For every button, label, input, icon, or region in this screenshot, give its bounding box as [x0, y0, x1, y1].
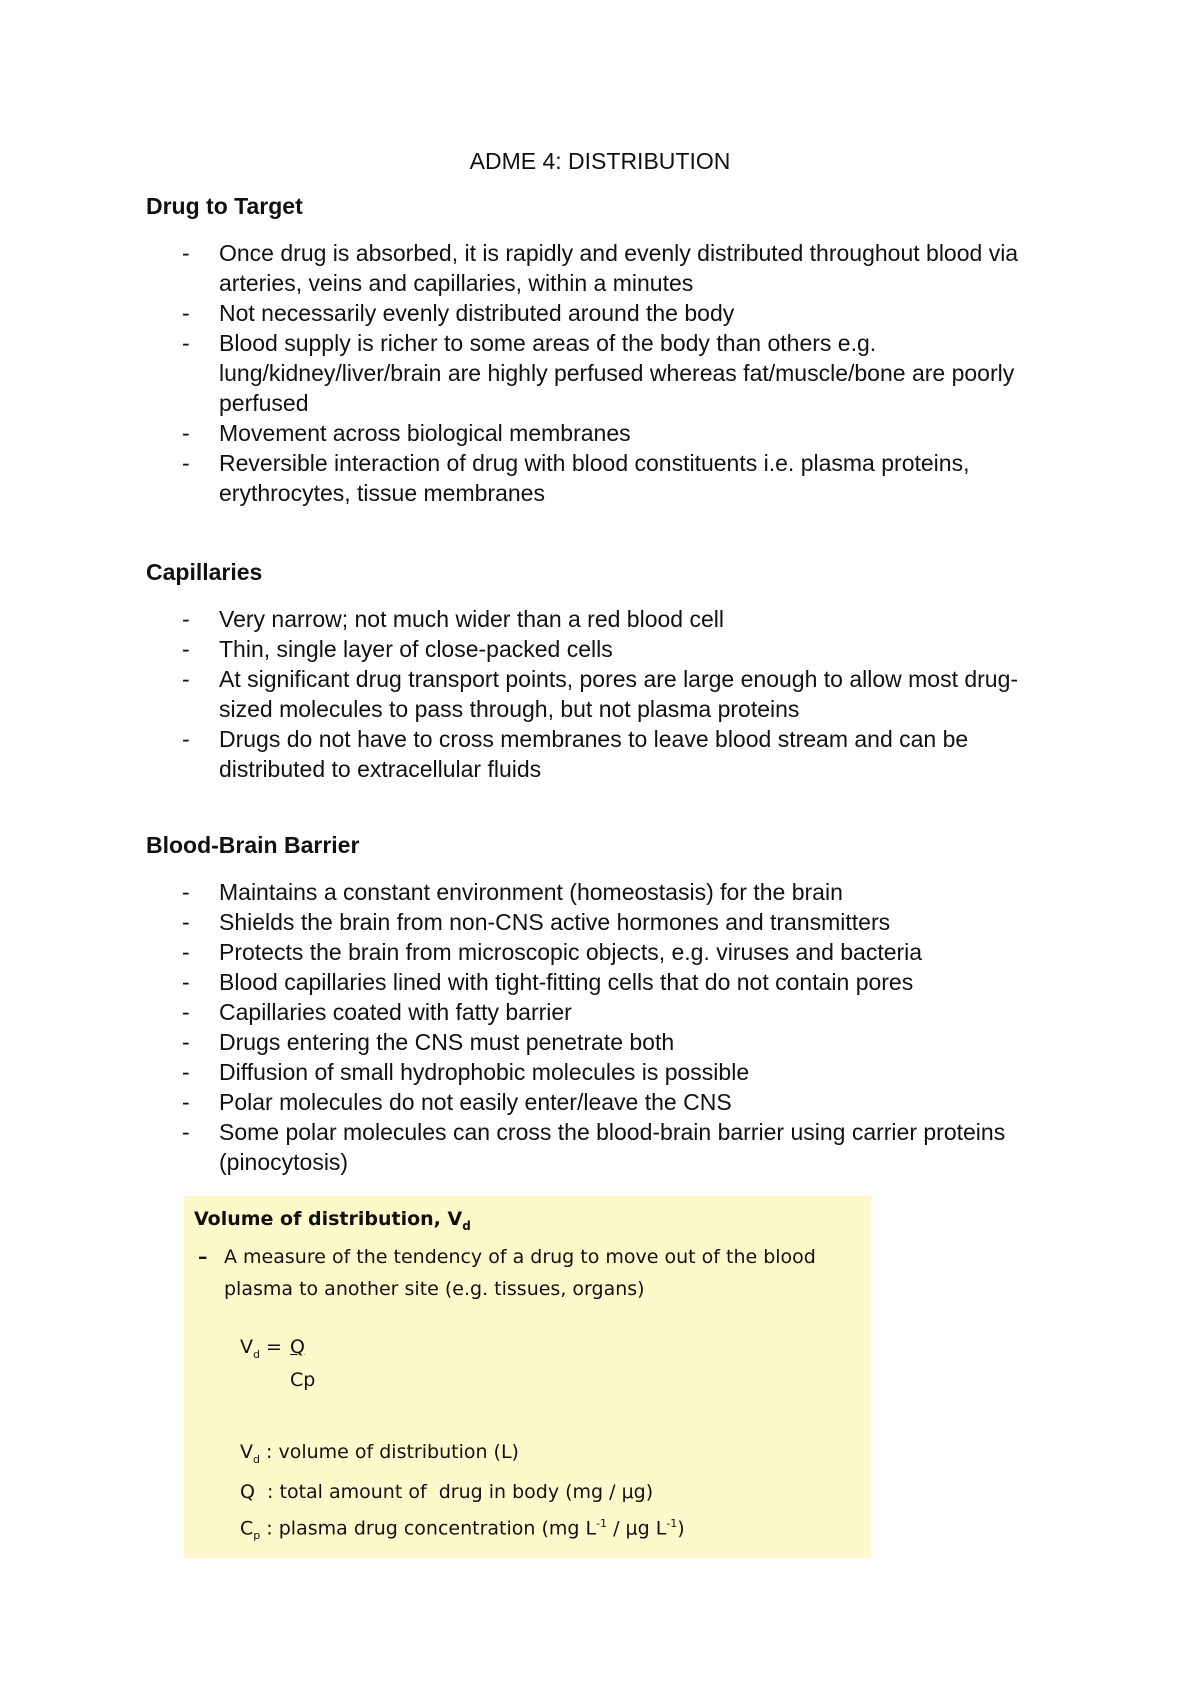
formula-numerator: Q: [290, 1336, 305, 1358]
section-blood-brain-barrier: [146, 830, 1066, 1177]
bullet-item: [146, 877, 1066, 907]
bullet-item: [146, 664, 1066, 724]
bullet-text: Blood capillaries lined with tight-fitting cells that do not contain pores: [219, 969, 914, 995]
bullet-item: [146, 937, 1066, 967]
bullet-item: [146, 298, 1066, 328]
def-symbol: C: [240, 1517, 254, 1540]
def-symbol: Q: [240, 1480, 255, 1503]
dash-marker: -: [182, 909, 190, 935]
bullet-item: [146, 328, 1066, 418]
dash-marker: -: [182, 726, 190, 752]
bullet-item: [146, 1087, 1066, 1117]
bullet-item: [146, 634, 1066, 664]
bullet-text: At significant drug transport points, pores are large enough to allow most drug-sized molecules to pass through, but not plasma proteins: [219, 666, 1019, 722]
bullet-item: [146, 907, 1066, 937]
bullet-list: [146, 238, 1066, 508]
dash-marker: -: [182, 450, 190, 476]
def-symbol: V: [240, 1441, 253, 1463]
definition-q: [240, 1476, 685, 1508]
dash-marker: -: [182, 606, 190, 632]
dash-marker: -: [182, 939, 190, 965]
bullet-item: [146, 1057, 1066, 1087]
bullet-text: Blood supply is richer to some areas of the body than others e.g. lung/kidney/liver/brain are highly perfused whereas fat/muscle/bone are poorly perfused: [219, 330, 1015, 416]
formula-equals: =: [259, 1336, 282, 1358]
formula-lhs: [240, 1336, 282, 1361]
volume-of-distribution-callout: [184, 1196, 871, 1558]
section-heading: Blood-Brain Barrier: [146, 832, 360, 858]
formula-definitions: [240, 1436, 685, 1552]
bullet-text: Once drug is absorbed, it is rapidly and evenly distributed throughout blood via arteries, veins and capillaries, within a minutes: [219, 240, 1019, 296]
dash-marker: -: [182, 1059, 190, 1085]
bullet-item: [146, 1027, 1066, 1057]
section-heading: Capillaries: [146, 559, 263, 585]
definition-cp: [240, 1508, 685, 1552]
callout-title-subscript: d: [462, 1218, 471, 1233]
callout-bullet-text: A measure of the tendency of a drug to move out of the blood plasma to another site (e.g. tissues, organs): [224, 1246, 816, 1300]
dash-marker: -: [182, 330, 190, 356]
callout-dash-marker: –: [198, 1246, 208, 1268]
bullet-list: [146, 604, 1066, 784]
formula-denominator: Cp: [290, 1369, 316, 1391]
formula-lhs-symbol: V: [240, 1336, 253, 1358]
bullet-text: Shields the brain from non-CNS active hormones and transmitters: [219, 909, 891, 935]
bullet-text: Maintains a constant environment (homeostasis) for the brain: [219, 879, 843, 905]
dash-marker: -: [182, 1119, 190, 1145]
formula-lhs-subscript: d: [253, 1347, 260, 1361]
bullet-item: [146, 967, 1066, 997]
bullet-item: [146, 418, 1066, 448]
dash-marker: -: [182, 969, 190, 995]
page-title: ADME 4: DISTRIBUTION: [469, 148, 731, 174]
dash-marker: -: [182, 1029, 190, 1055]
vd-formula: [240, 1336, 440, 1406]
bullet-text: Drugs do not have to cross membranes to leave blood stream and can be distributed to extracellular fluids: [219, 726, 969, 782]
bullet-text: Polar molecules do not easily enter/leave the CNS: [219, 1089, 732, 1115]
def-subscript: d: [253, 1452, 260, 1466]
callout-title-text: Volume of distribution, V: [194, 1208, 463, 1230]
def-text: : total amount of drug in body (mg / μg): [254, 1480, 654, 1503]
dash-marker: -: [182, 420, 190, 446]
bullet-text: Reversible interaction of drug with blood constituents i.e. plasma proteins, erythrocytes, tissue membranes: [219, 450, 970, 506]
def-text: / μg L: [607, 1517, 667, 1540]
dash-marker: -: [182, 240, 190, 266]
dash-marker: -: [182, 879, 190, 905]
bullet-text: Thin, single layer of close-packed cells: [219, 636, 613, 662]
def-text: : plasma drug concentration (mg L: [260, 1517, 597, 1540]
bullet-list: [146, 877, 1066, 1177]
dash-marker: -: [182, 666, 190, 692]
bullet-text: Some polar molecules can cross the blood-brain barrier using carrier proteins (pinocytosis): [219, 1119, 1006, 1175]
bullet-item: [146, 1117, 1066, 1177]
bullet-item: [146, 724, 1066, 784]
dash-marker: -: [182, 999, 190, 1025]
callout-bullet: [198, 1241, 858, 1305]
dash-marker: -: [182, 300, 190, 326]
bullet-text: Not necessarily evenly distributed around the body: [219, 300, 735, 326]
bullet-text: Very narrow; not much wider than a red blood cell: [219, 606, 724, 632]
dash-marker: -: [182, 636, 190, 662]
def-subscript: p: [253, 1528, 261, 1542]
bullet-text: Protects the brain from microscopic objects, e.g. viruses and bacteria: [219, 939, 923, 965]
dash-marker: -: [182, 1089, 190, 1115]
def-text: : volume of distribution (L): [259, 1441, 519, 1463]
callout-title: [194, 1208, 471, 1233]
bullet-item: [146, 238, 1066, 298]
bullet-text: Movement across biological membranes: [219, 420, 631, 446]
definition-vd: [240, 1436, 685, 1476]
section-drug-to-target: [146, 191, 1066, 508]
def-superscript: -1: [666, 1516, 678, 1530]
def-text: ): [677, 1517, 685, 1540]
bullet-text: Drugs entering the CNS must penetrate both: [219, 1029, 675, 1055]
def-superscript: -1: [596, 1516, 608, 1530]
section-heading: Drug to Target: [146, 193, 303, 219]
bullet-text: Diffusion of small hydrophobic molecules is possible: [219, 1059, 750, 1085]
bullet-text: Capillaries coated with fatty barrier: [219, 999, 572, 1025]
bullet-item: [146, 997, 1066, 1027]
bullet-item: [146, 604, 1066, 634]
section-capillaries: [146, 557, 1066, 784]
bullet-item: [146, 448, 1066, 508]
